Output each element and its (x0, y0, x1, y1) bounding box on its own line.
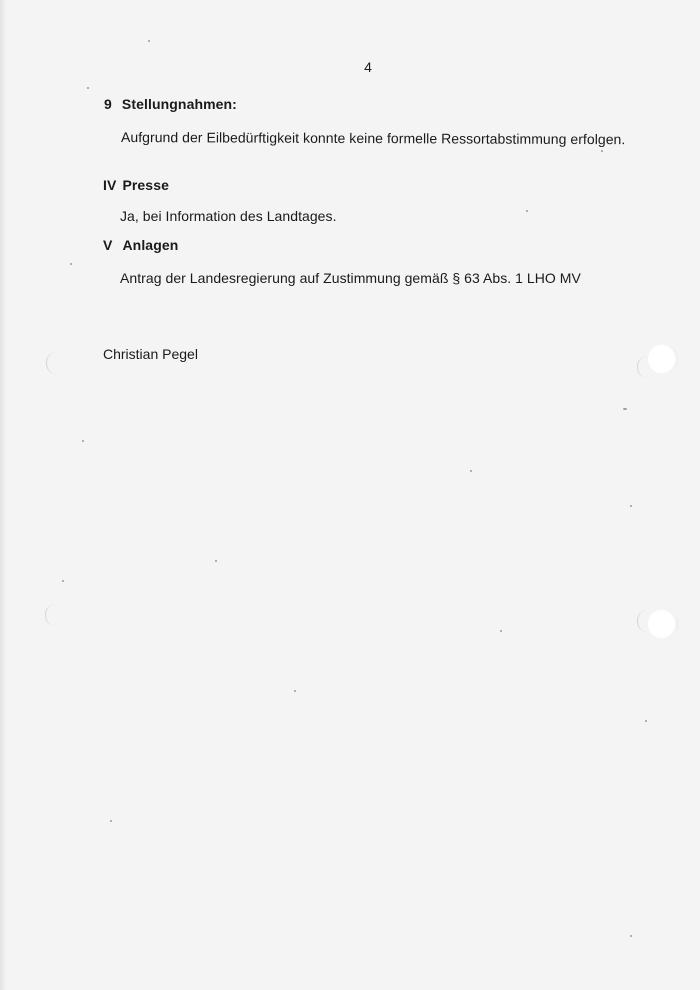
scan-speck (148, 40, 150, 42)
section-heading-presse (103, 177, 169, 193)
section-body-anlagen: Antrag der Landesregierung auf Zustimmung gemäß § 63 Abs. 1 LHO MV (120, 270, 581, 286)
punch-hole-edge-bottom (637, 610, 656, 632)
section-heading-anlagen (103, 237, 178, 253)
page-edge-shadow (0, 0, 6, 990)
section-body-presse: Ja, bei Information des Landtages. (120, 208, 337, 224)
section-title: Stellungnahmen: (121, 96, 237, 112)
punch-hole-edge-top (637, 356, 656, 378)
scan-speck (500, 630, 502, 632)
section-number: IV (103, 177, 117, 193)
scan-speck (601, 150, 603, 152)
punch-hole-shadow-bottom (45, 604, 64, 626)
scan-speck (630, 935, 632, 937)
scan-speck (645, 720, 647, 722)
signature-name: Christian Pegel (103, 346, 198, 362)
punch-hole-shadow-top (46, 352, 65, 374)
scan-speck (82, 440, 84, 442)
scan-speck (110, 820, 112, 822)
section-title: Anlagen (122, 237, 179, 253)
section-heading-stellungnahmen (104, 96, 237, 112)
page-number: 4 (364, 59, 372, 75)
section-title: Presse (122, 177, 169, 193)
section-body-stellungnahmen: Aufgrund der Eilbedürftigkeit konnte keine formelle Ressortabstimmung erfolgen. (120, 129, 626, 148)
scan-speck (215, 560, 217, 562)
scan-speck (62, 580, 64, 582)
scan-speck (623, 408, 627, 410)
scan-speck (70, 263, 72, 265)
scan-speck (294, 690, 296, 692)
scan-speck (526, 210, 528, 212)
section-number: 9 (104, 96, 112, 112)
scan-speck (470, 470, 472, 472)
scan-speck (87, 87, 89, 89)
scan-speck (630, 505, 632, 507)
section-number: V (103, 237, 113, 253)
